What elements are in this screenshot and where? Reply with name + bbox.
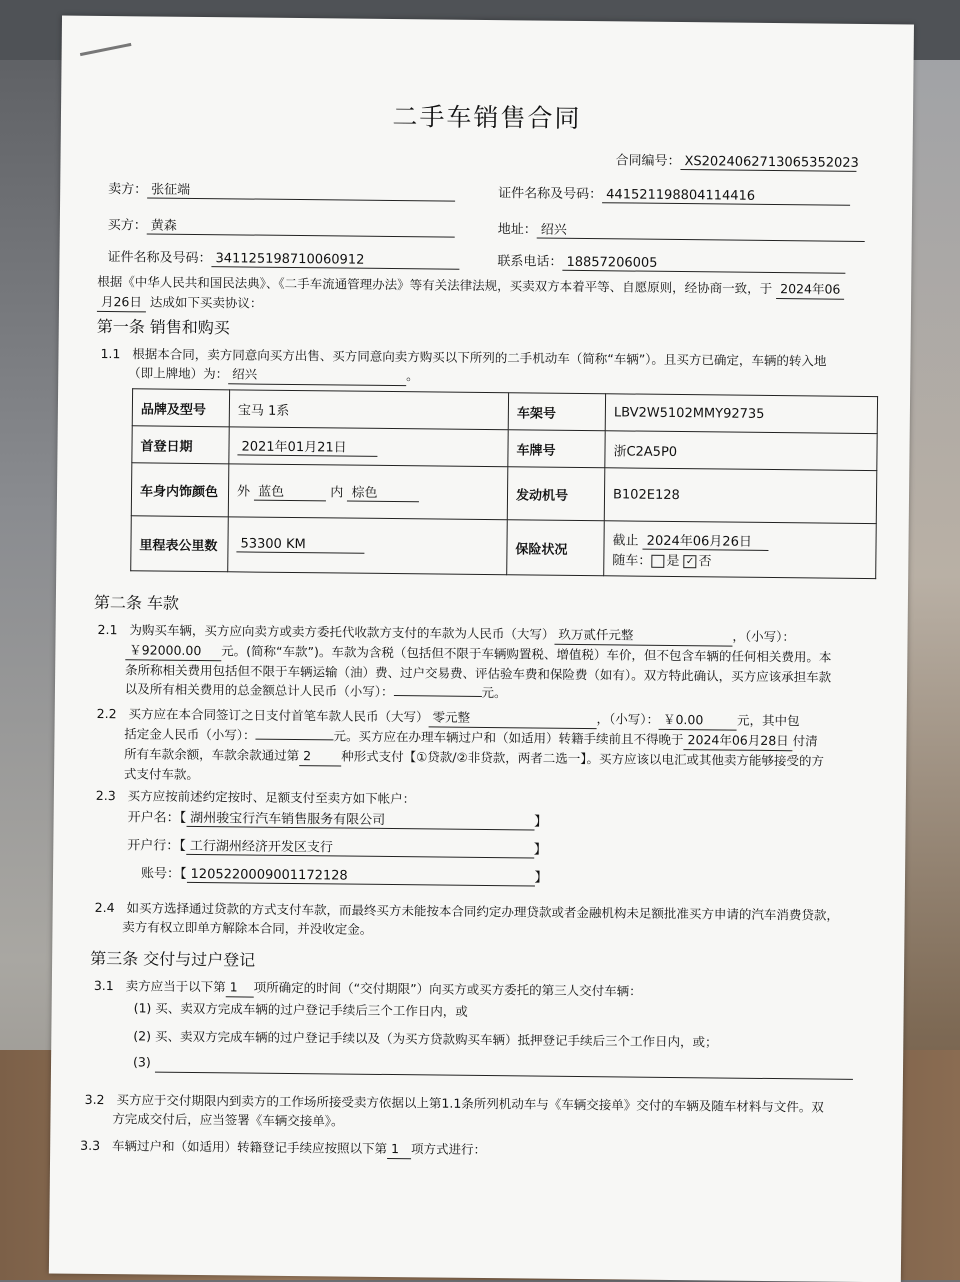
account-number: 账号：【 1205220009001172128 】 — [140, 866, 548, 886]
table-label: 车身内饰颜色 — [131, 463, 229, 517]
contract-number: 合同编号： XS2024062713065352023 — [615, 153, 859, 171]
account-name: 开户名：【 湖州骏宝行汽车销售服务有限公司 】 — [128, 806, 548, 830]
clause-2-1: 2.1 为购买车辆，买方应向卖方或卖方委托代收款方支付的车款为人民币（大写） 玖万贰仟元整 ，（小写）： ￥92000.00 元。(简称“车款”)。车款为含税（包括但不限于车辆购置税、增值税）车价，但不包含车辆的任何相关费用。本 条所称相关费用包括但不限于车辆运输（油）费、过户交易费、评估验车费和保险费（如有）。双方特此确认，买方应该承担车款 以及所有相关费用的总金额总计人民币（小写）： 元。 — [97, 621, 832, 701]
table-label: 里程表公里数 — [131, 516, 229, 572]
table-cell-color: 外 蓝色 内 棕色 — [228, 464, 508, 520]
table-cell-brand: 宝马 1系 — [229, 390, 508, 430]
checkbox-yes — [651, 554, 664, 567]
clause-2-2: 2.2 买方应在本合同签订之日支付首笔车款人民币（大写） 零元整 ，（小写）： ￥0.00 元，其中包 括定金人民币（小写）： 元。买方应在办理车辆过户和（如适用）转籍手续前且不得晚于 2024年06月28日 付清 所有车款余额，车款余款通过第 2 种形式支付【①贷款/②非贷款，两者二选一】。买方应该以电汇或其他卖方能够接受的方 式支付车款。 — [96, 705, 825, 783]
table-row — [131, 463, 877, 524]
table-label: 首登日期 — [132, 426, 229, 464]
buyer-name: 买方： 黄森 — [108, 214, 455, 238]
clause-3-1-option-2: (2) 买、卖双方完成车辆的过户登记手续以及（为买方贷款购买车辆）抵押登记手续后三个工作日内，或； — [133, 1028, 718, 1050]
table-cell-mileage: 53300 KM — [228, 517, 508, 575]
section-3-title: 第三条 交付与过户登记 — [90, 948, 256, 970]
table-row — [131, 516, 877, 579]
buyer-id: 证件名称及号码： 341125198710060912 — [107, 246, 459, 270]
table-cell-reg: 2021年01月21日 — [229, 427, 508, 467]
account-bank: 开户行：【 工行湖州经济开发区支行 】 — [127, 834, 547, 858]
checkbox-no-checked: ✓ — [683, 555, 696, 568]
seller-name: 卖方： 张征端 — [108, 178, 455, 202]
table-cell-plate: 浙C2A5P0 — [605, 431, 877, 471]
staple-icon — [80, 43, 132, 56]
clause-3-1-option-1: (1) 买、卖双方完成车辆的过户登记手续后三个工作日内，或 — [133, 1000, 468, 1019]
seller-id: 证件名称及号码： 441521198804114416 — [498, 182, 850, 206]
clause-3-3: 3.3 车辆过户和（如适用）转籍登记手续应按照以下第 1 项方式进行： — [80, 1136, 880, 1164]
clause-1-1: 1.1 根据本合同，卖方同意向买方出售、买方同意向卖方购买以下所列的二手机动车（简称“车辆”）。且买方已确定，车辆的转入地 （即上牌地）为： 绍兴 。 — [100, 344, 890, 391]
table-cell-engine: B102E128 — [604, 468, 877, 524]
buyer-phone: 联系电话： 18857206005 — [497, 250, 845, 274]
table-cell-vin: LBV2W5102MMY92735 — [605, 394, 877, 434]
clause-3-1: 3.1 卖方应当于以下第 1 项所确定的时间（“交付期限”）向买方或买方委托的第三人交付车辆： — [93, 977, 642, 999]
contract-page — [49, 16, 914, 1282]
clause-3-1-option-3: (3) — [133, 1052, 883, 1080]
table-label: 车架号 — [508, 393, 605, 431]
buyer-address: 地址： 绍兴 — [498, 218, 865, 242]
contract-title: 二手车销售合同 — [392, 102, 582, 133]
table-cell-insurance: 截止 2024年06月26日 随车： 是 ✓ 否 — [604, 521, 877, 579]
table-label: 车牌号 — [508, 430, 605, 468]
table-label: 品牌及型号 — [132, 389, 229, 427]
vehicle-table — [130, 388, 878, 579]
clause-2-4: 2.4 如买方选择通过贷款的方式支付车款，而最终买方未能按本合同约定办理贷款或者金融机构未足额批准买方申请的汽车消费贷款， 卖方有权立即单方解除本合同，并没收定金。 — [94, 899, 840, 937]
section-1-title: 第一条 销售和购买 — [96, 316, 230, 338]
section-2-title: 第二条 车款 — [93, 592, 180, 613]
clause-2-3: 2.3 买方应按前述约定按时、足额支付至卖方如下帐户： — [95, 787, 416, 807]
table-label: 发动机号 — [507, 467, 605, 521]
clause-3-2: 3.2 买方应于交付期限内到卖方的工作场所接受卖方依据以上第1.1条所列机动车与《车辆交接单》交付的车辆及随车材料与文件。双 方完成交付后，应当签署《车辆交接单》。 — [84, 1091, 824, 1129]
preamble: 根据《中华人民共和国民法典》、《二手车流通管理办法》等有关法律法规，买卖双方本着平等、自愿原则，经协商一致，于 2024年06 月26日 达成如下买卖协议： — [97, 272, 887, 320]
table-label: 保险状况 — [507, 520, 605, 576]
